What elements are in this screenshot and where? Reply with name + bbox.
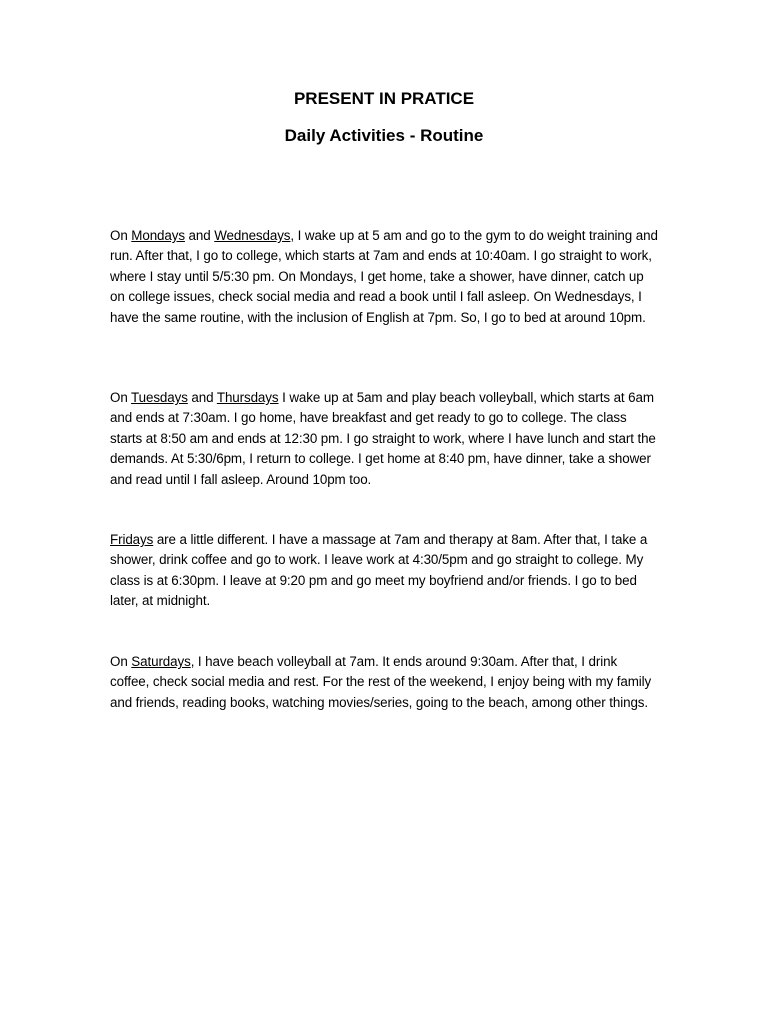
day-saturdays: Saturdays — [131, 654, 191, 669]
day-fridays: Fridays — [110, 532, 154, 547]
paragraph-saturdays — [110, 652, 658, 713]
paragraph-tuesdays-thursdays — [110, 388, 658, 490]
paragraph-lead: On — [110, 390, 132, 405]
paragraph-conjunction: and — [187, 390, 217, 405]
document-title: PRESENT IN PRATICE — [293, 89, 475, 108]
paragraph-text: , I have beach volleyball at 7am. It ends around 9:30am. After that, I drink coffee, check social media and rest. For the rest of the weekend, I enjoy being with my family and friends, reading books, watching movies/series, going to the beach, among other things. — [110, 654, 652, 710]
day-tuesdays: Tuesdays — [131, 390, 188, 405]
paragraph-lead: On — [110, 228, 132, 243]
document-subtitle: Daily Activities - Routine — [284, 126, 484, 145]
paragraph-text: , I wake up at 5 am and go to the gym to do weight training and run. After that, I go to college, which starts at 7am and ends at 10:40am. I go straight to work, where I stay until 5/5:30 pm. On Mondays, I get home, take a shower, have dinner, catch up on college issues, check social media and read a book until I fall asleep. On Wednesdays, I have the same routine, with the inclusion of English at 7pm. So, I go to bed at around 10pm. — [110, 228, 658, 325]
day-mondays: Mondays — [131, 228, 185, 243]
paragraph-lead: On — [110, 654, 132, 669]
paragraph-text: are a little different. I have a massage at 7am and therapy at 8am. After that, I take a shower, drink coffee and go to work. I leave work at 4:30/5pm and go straight to college. My class is at 6:30pm. I leave at 9:20 pm and go meet my boyfriend and/or friends. I go to bed later, at midnight. — [110, 532, 648, 609]
day-wednesdays: Wednesdays — [214, 228, 291, 243]
paragraph-text: I wake up at 5am and play beach volleyball, which starts at 6am and ends at 7:30am. I go home, have breakfast and get ready to go to college. The class starts at 8:50 am and ends at 12:30 pm. I go straight to work, where I have lunch and start the demands. At 5:30/6pm, I return to college. I get home at 8:40 pm, have dinner, take a shower and read until I fall asleep. Around 10pm too. — [110, 390, 656, 487]
paragraph-fridays — [110, 530, 658, 612]
paragraph-conjunction: and — [184, 228, 215, 243]
day-thursdays: Thursdays — [216, 390, 279, 405]
paragraph-mondays-wednesdays — [110, 226, 658, 328]
